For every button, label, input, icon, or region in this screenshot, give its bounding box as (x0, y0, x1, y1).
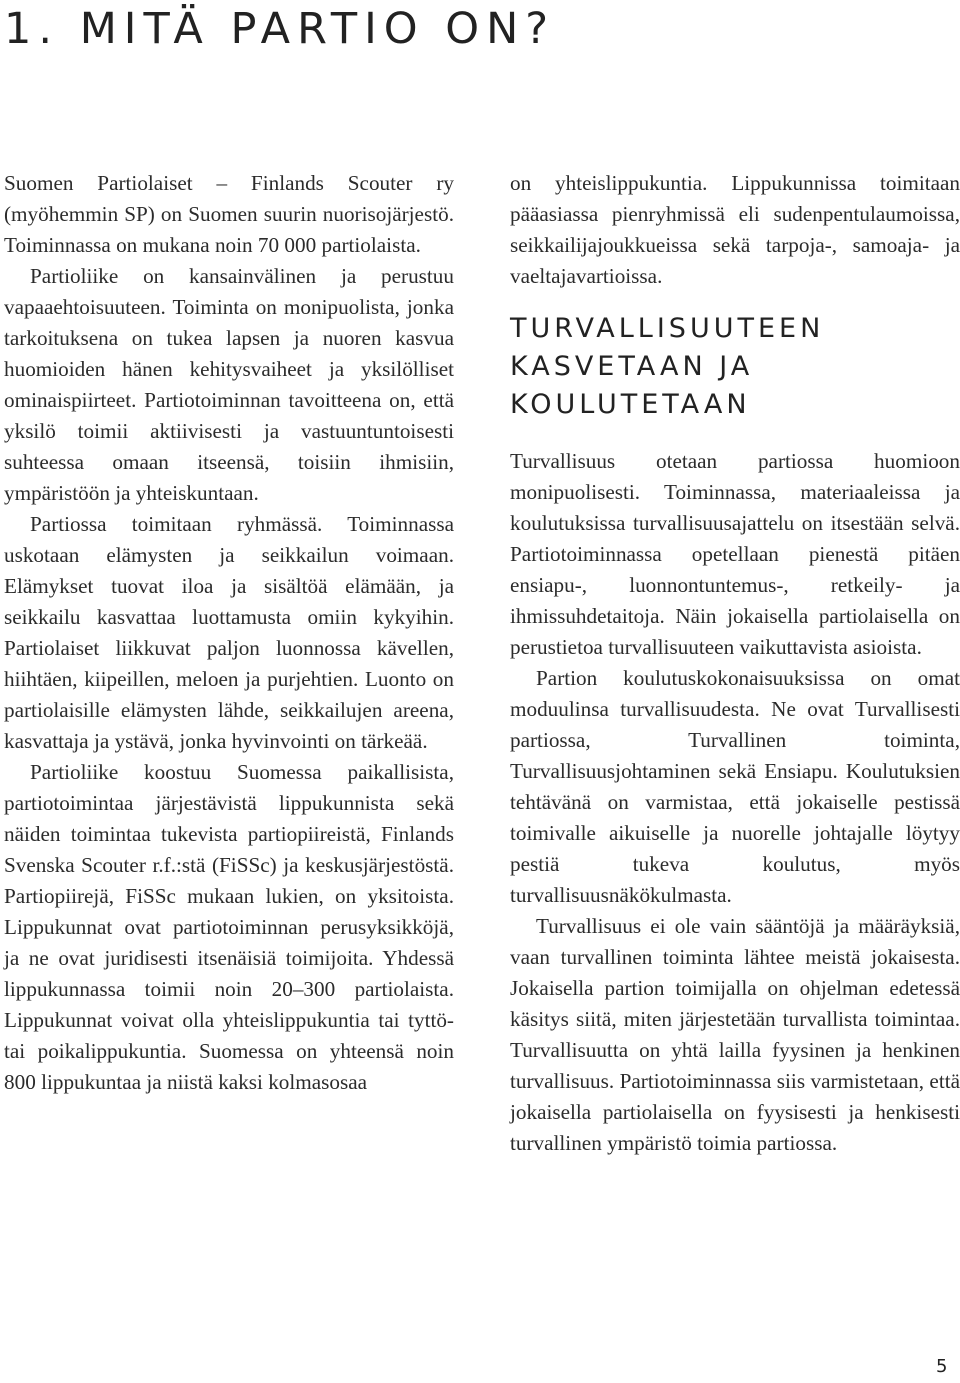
page-number: 5 (936, 1356, 948, 1377)
body-paragraph: Turvallisuus ei ole vain sääntöjä ja määräyksiä, vaan turvallinen toiminta lähtee meistä jokaisesta. Jokaisella partion toimijalla on ohjelman edetessä käsitys siitä, miten järjestetään turvallista toimintaa. Turvallisuutta on yhtä lailla fyysinen ja henkinen turvallisuus. Partiotoiminnassa siis varmistetaan, että jokaisella partiolaisella on fyysisesti ja henkisesti turvallinen ympäristö toimia partiossa. (510, 914, 960, 1155)
right-column (510, 168, 960, 1159)
section-heading (510, 310, 960, 424)
page-title: 1. MITÄ PARTIO ON? (4, 4, 556, 54)
body-paragraph: Partioliike on kansainvälinen ja perustuu vapaaehtoisuuteen. Toiminta on monipuolista, jonka tarkoituksena on tukea lapsen ja nuoren kasvua huomioiden hänen kehitysvaiheet ja yksilölliset ominaispiirteet. Partiotoiminnan tavoitteena on, että yksilö toimii aktiivisesti ja vastuuntuntoisesti suhteessa omaan itseensä, toisiin ihmisiin, ympäristöön ja yhteiskuntaan. (4, 264, 454, 505)
body-paragraph: Suomen Partiolaiset – Finlands Scouter ry (myöhemmin SP) on Suomen suurin nuorisojärjestö. Toiminnassa on mukana noin 70 000 partiolaista. (4, 171, 454, 257)
continuation-paragraph: on yhteislippukuntia. Lippukunnissa toimitaan pääasiassa pienryhmissä eli sudenpentulaumoissa, seikkailijajoukkueissa sekä tarpoja-, samoaja- ja vaeltajavartioissa. (510, 171, 960, 288)
left-column (4, 168, 454, 1098)
body-paragraph: Partioliike koostuu Suomessa paikallisista, partiotoimintaa järjestävistä lippukunnista sekä näiden toimintaa tukevista partiopiireistä, Finlands Svenska Scouter r.f.:stä (FiSSc) ja keskusjärjestöstä. Partiopiirejä, FiSSc mukaan lukien, on yksitoista. Lippukunnat ovat partiotoiminnan perusyksikköjä, ja ne ovat juridisesti itsenäisiä toimijoita. Yhdessä lippukunnassa toimii noin 20–300 partiolaista. Lippukunnat voivat olla yhteislippukuntia tai tyttö- tai poikalippukuntia. Suomessa on yhteensä noin 800 lippukuntaa ja niistä kaksi kolmasosaa (4, 760, 454, 1094)
section-heading-line: KOULUTETAAN (510, 389, 751, 420)
section-heading-line: KASVETAAN JA (510, 351, 754, 382)
body-paragraph: Turvallisuus otetaan partiossa huomioon monipuolisesti. Toiminnassa, materiaaleissa ja koulutuksissa turvallisuusajattelu on itsestään selvä. Partiotoiminnassa opetellaan pienestä pitäen ensiapu-, luonnontuntemus-, retkeily- ja ihmissuhdetaitoja. Näin jokaisella partiolaisella on perustietoa turvallisuuteen vaikuttavista asioista. (510, 449, 960, 659)
body-paragraph: Partion koulutuskokonaisuuksissa on omat moduulinsa turvallisuudesta. Ne ovat Turvallisesti partiossa, Turvallinen toiminta, Turvallisuusjohtaminen sekä Ensiapu. Koulutuksien tehtävänä on varmistaa, että jokaiselle pestissä toimivalle aikuiselle ja nuorelle johtajalle löytyy pestiä tukeva koulutus, myös turvallisuusnäkökulmasta. (510, 666, 960, 907)
body-paragraph: Partiossa toimitaan ryhmässä. Toiminnassa uskotaan elämysten ja seikkailun voimaan. Elämykset tuovat iloa ja sisältöä elämään, ja seikkailu kasvattaa luottamusta omiin kykyihin. Partiolaiset liikkuvat paljon luonnossa kävellen, hiihtäen, kiipeillen, meloen ja purjehtien. Luonto on partiolaisille elämysten lähde, seikkailujen areena, kasvattaja ja ystävä, jonka hyvinvointi on tärkeää. (4, 512, 454, 753)
section-heading-line: TURVALLISUUTEEN (510, 313, 825, 344)
